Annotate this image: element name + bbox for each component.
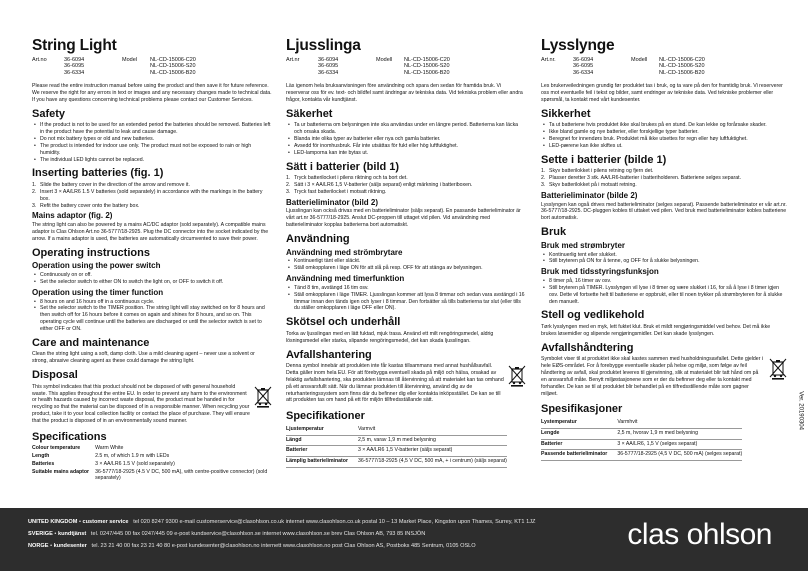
care-heading-no: Stell og vedlikehold [541, 309, 645, 322]
disposal-text-no: Symbolet viser til at produktet ikke skal kastes sammen med husholdningsavfallet. Dette gjelder i hele EØS-området. For å forebygge eventuelle skader på helse og miljø, som følge av feil håndtering av avfall, skal produktet leveres til gjenvinning, slik at materialet blir tatt hånd om på en ansvarsfull måte. Benytt miljøstasjonene som er der du befinner deg eller ta kontakt med forhandler. De kan se til at produktet blir behandlet på en tilfredsstillende måte som gagner miljøet. [541, 356, 764, 397]
care-heading-sv: Skötsel och underhåll [286, 316, 401, 329]
insert-steps-en: 1. Slide the battery cover in the direction of the arrow and remove it. 2. Insert 3 × AA/LR6 1.5 V batteries (sold separately) in accordance with the markings in the battery box. 3. Refit the battery cover onto the battery box. [32, 181, 263, 209]
care-text-en: Clean the string light using a soft, damp cloth. Use a mild cleaning agent – never use a solvent or strong, abrasive cleaning agent as these could damage the string light. [32, 351, 255, 365]
care-heading-en: Care and maintenance [32, 336, 150, 349]
safety-heading-en: Safety [32, 107, 66, 120]
footer [0, 508, 808, 571]
column-english [32, 38, 272, 483]
operating-heading-no: Bruk [541, 226, 567, 239]
op-timer-heading-sv: Användning med timerfunktion [286, 274, 405, 284]
column-norwegian [541, 38, 787, 461]
footer-no: NORGE • kundesenter tel. 23 21 40 00 fax 23 21 40 80 e-post kundesenter@clasohlson.no internett www.clasohlson.no post Clas Ohlson AS, Postboks 485 Sentrum, 0105 OSLO [28, 543, 476, 549]
title-sv: Ljusslinga [286, 37, 361, 54]
mains-text-sv: Ljusslingan kan också drivas med en batterieliminator (säljs separat). En passande batterieliminator är vårt art.nr 36-5777/18-2925. Anslut DC-proppen till uttaget vid pilen. Vid användning med batterieliminator kopplas batterierna bort automatiskt. [286, 208, 521, 229]
care-text-no: Tørk lysslyngen med en myk, lett fuktet klut. Bruk et mildt rengjøringsmiddel ved behov. Det må ikke brukes løsemidler og slipende rengjøringsmidler. Det kan skade lysslyngen. [541, 324, 771, 337]
weee-bin-icon [769, 358, 787, 380]
safety-heading-sv: Säkerhet [286, 107, 333, 120]
op-switch-list-no: • Kontinuerlig tent eller slukket. • Still bryteren på ON for å tenne, og OFF for å slukke belysningen. [541, 252, 787, 266]
mains-text-no: Lysslyngen kan også drives med batterieliminator (selges separat). Passende batterieliminator er vår art.nr. 36-5777/18-2925. DC-pluggen kobles til uttaket ved pilen. Ved bruk med batterieliminator kobles batteriene bort automatisk. [541, 201, 787, 222]
spec-table-no: Lystemperatur Varmhvit Lengde 2,5 m, hvorav 1,9 m med belysning Batterier 3 × AA/LR6, 1,5 V (selges separat) Passende batterieliminator 36-5777/18-2925 (4,5 V DC, 500 mA) (selges separat) [541, 418, 742, 461]
weee-bin-icon [508, 365, 526, 387]
op-timer-list-en: • 8 hours on and 16 hours off in a continuous cycle. • Set the selector switch to the TIMER position. The string light will stay switched on for 8 hours and then switch off for 16 hours before it comes on again and shines for 8 hours, and so on. This operating cycle will continue until the batteries are discharged or until the selector switch is set to either OFF or ON. [32, 299, 272, 333]
art-table-sv: Art.nr 36-6094 Modell NL-CD-15006-C20 36-6095 NL-CD-15006-S20 36-6334 NL-CD-15006-B20 [286, 56, 450, 77]
art-table-en: Art.no 36-6094 Model NL-CD-15006-C20 36-6095 NL-CD-15006-S20 36-6334 NL-CD-15006-B20 [32, 56, 196, 77]
title-en: String Light [32, 37, 117, 54]
mains-heading-en: Mains adaptor (fig. 2) [32, 211, 113, 221]
insert-steps-sv: 1. Tryck batterilocket i pilens riktning och ta bort det. 2. Sätt i 3 × AA/LR6 1,5 V-batterier (säljs separat) enligt märkning i batteriboxen. 3. Tryck fast batterilocket i motsatt riktning. [286, 175, 473, 195]
safety-list-no: • Ta ut batteriene hvis produktet ikke skal brukes på en stund. De kan lekke og forårsake skader. • Ikke bland gamle og nye batterier, eller forskjellige typer batterier. • Beregnet for innendørs bruk. Produktet må ikke utsettes for regn eller høy luftfuktighet. • LED-pærene kan ikke skiftes ut. [541, 122, 787, 149]
intro-sv: Läs igenom hela bruksanvisningen före användning och spara den sedan för framtida bruk. Vi reserverar oss för ev. text- och bildfel samt ändringar av tekniska data. Vid tekniska problem eller andra frågor, kontakta vår kundtjänst. [286, 83, 523, 103]
op-switch-heading-no: Bruk med strømbryter [541, 240, 626, 250]
intro-en: Please read the entire instruction manual before using the product and then save it for future reference. We reserve the right for any errors in text or images and any necessary changes made to technical data. If you have any questions concerning technical problems please contact our Customer Services. [32, 83, 272, 103]
op-timer-list-no: • 8 timer på, 16 timer av osv. • Still bryteren på TIMER. Lysslyngen vil lyse i 8 timer og være slukket i 16, for så å lyse i 8 timer igjen osv. Dette vil fortsette helt til batteriene er oppbrukt, eller til noen trykker på strømbryteren for å slukke den manuelt. [541, 278, 787, 305]
weee-bin-icon [254, 386, 272, 408]
safety-list-sv: • Ta ur batterierna om belysningen inte ska användas under en längre period. Batterierna kan läcka och orsaka skada. • Blanda inte olika typer av batterier eller nya och gamla batterier. • Avsedd för inomhusbruk. Får inte utsättas för fukt eller hög luftfuktighet. • LED-lamporna kan inte bytas ut. [286, 122, 526, 156]
title-no: Lysslynge [541, 37, 615, 54]
op-timer-heading-no: Bruk med tidsstyringsfunksjon [541, 267, 659, 277]
column-swedish [286, 38, 526, 468]
intro-no: Les brukerveiledningen grundig før produktet tas i bruk, og ta vare på den for framtidig bruk. Vi reserverer oss mot eventuelle feil i tekst og bilder, samt endringer av tekniske data. Ved tekniske problemer eller spørsmål, ta kontakt med vårt kundesenter. [541, 83, 783, 103]
mains-heading-sv: Batterieliminator (bild 2) [286, 197, 379, 207]
mains-text-en: The string light can also be powered by a mains AC/DC adaptor (sold separately). A compatible mains adaptor is Clas Ohlson Art.no 36-5777/18-2925. Plug the DC connector into the socket indicated by the arrow. If a mains adaptor is used, the batteries are automatically circumvented to save their power. [32, 222, 269, 242]
disposal-text-sv: Denna symbol innebär att produkten inte får kastas tillsammans med annat hushållsavfall. Detta gäller inom hela EU. För att förebygga eventuell skada på miljö och hälsa, orsakad av felaktig avfallshantering, ska produkten lämnas till återvinning så att materialet kan tas omhand på ett ansvarsfullt sätt. När du lämnar produkten till återvinning, använd dig av de returhanteringssystem som finns där du befinner dig eller kontakta inköpsstället. De kan se till att produkten tas om hand på ett för miljön tillfredsställande sätt. [286, 363, 504, 404]
footer-se: SVERIGE • kundtjänst tel. 0247/445 00 fax 0247/445 09 e-post kundservice@clasohlson.se internet www.clasohlson.se brev Clas Ohlson AB, 793 85 INSJÖN [28, 531, 426, 537]
spec-heading-sv: Specifikationer [286, 410, 365, 423]
clas-ohlson-logo: clas ohlson [627, 518, 772, 551]
operating-heading-sv: Användning [286, 233, 350, 246]
insert-heading-no: Sette i batterier (bilde 1) [541, 153, 667, 166]
disposal-heading-sv: Avfallshantering [286, 348, 372, 361]
op-timer-heading-en: Operation using the timer function [32, 287, 164, 297]
version-label: Ver. 20190304 [798, 391, 804, 430]
art-table-no: Art.nr. 36-6094 Modell NL-CD-15006-C20 36-6095 NL-CD-15006-S20 36-6334 NL-CD-15006-B20 [541, 56, 705, 77]
care-text-sv: Torka av ljusslingan med en lätt fuktad, mjuk trasa. Använd ett milt rengöringsmedel, aldrig lösningsmedel eller starka, slipande rengöringsmedel, det kan skada ljusslingan. [286, 330, 494, 344]
spec-table-en: Colour temperature Warm White Length 2.5 m, of which 1.9 m with LEDs Batteries 3 × AA/LR6 1.5 V (sold separately) Suitable mains adaptor 36-5777/18-2925 (4.5 V DC, 500 mA), with centre-positive connector) (sold separately) [32, 445, 268, 482]
insert-heading-sv: Sätt i batterier (bild 1) [286, 160, 400, 173]
footer-uk: UNITED KINGDOM • customer service tel 020 8247 9300 e-mail customerservice@clasohlson.co.uk internet www.clasohlson.co.uk postal 10 – 13 Market Place, Kingston upon Thames, Surrey, KT1 1JZ [28, 519, 536, 525]
spec-heading-no: Spesifikasjoner [541, 403, 623, 416]
insert-steps-no: 1. Skyv batterilokket i pilens retning og fjern det. 2. Plasser deretter 3 stk. AA/LR6-batterier i batteriholderen. Batteriene selges separat. 3. Skyv batterilokket på i motsatt retning. [541, 168, 742, 188]
mains-heading-no: Batterieliminator (bilde 2) [541, 190, 638, 200]
operating-heading-en: Operating instructions [32, 246, 150, 259]
op-switch-heading-en: Operation using the power switch [32, 261, 161, 271]
op-switch-heading-sv: Användning med strömbrytare [286, 247, 403, 257]
spec-table-sv: Ljustemperatur Varmvit Längd 2,5 m, varav 1,9 m med belysning Batterier 3 × AA/LR6 1,5 V-batterier (säljs separat) Lämplig batterieliminator 36-5777/18-2925 (4,5 V DC, 500 mA, + i centrum) (säljs separat) [286, 425, 507, 468]
disposal-heading-no: Avfallshåndtering [541, 341, 634, 354]
op-timer-list-sv: • Tänd 8 tim, avstängd 16 tim osv. • Ställ omkopplaren i läge TIMER. Ljusslingan kommer att lysa 8 timmar och sedan vara avstängd i 16 timmar innan den tänds igen och lyser i 8 timmar. Den fortsätter så tills batterierna tar slut (eller tills du ställer omkopplaren i läge OFF eller ON). [286, 285, 526, 312]
disposal-text-en: This symbol indicates that this product should not be disposed of with general household waste. This applies throughout the entire EU. In order to prevent any harm to the environment or health hazards caused by incorrect waste disposal, the product must be handed in for recycling so that the material can be disposed of in a responsible manner. When recycling your product, take it to your local collection facility or contact the place of purchase. They will ensure that the product is disposed of in an environmentally sound manner. [32, 383, 250, 425]
op-switch-list-sv: • Kontinuerligt tänt eller släckt. • Ställ omkopplaren i läge ON för att slå på resp. OFF för att stänga av belysningen. [286, 258, 526, 272]
disposal-heading-en: Disposal [32, 369, 78, 382]
insert-heading-en: Inserting batteries (fig. 1) [32, 167, 164, 180]
safety-heading-no: Sikkerhet [541, 107, 591, 120]
safety-list-en: • If the product is not to be used for an extended period the batteries should be removed. Batteries left in the product have the potential to leak and cause damage. • Do not mix battery types or old and new batteries. • The product is intended for indoor use only. The product must not be exposed to rain or high humidity. • The individual LED lights cannot be replaced. [32, 122, 272, 163]
op-switch-list-en: • Continuously on or off. • Set the selector switch to either ON to switch the light on, or OFF to switch it off. [32, 272, 272, 286]
spec-heading-en: Specifications [32, 430, 107, 443]
